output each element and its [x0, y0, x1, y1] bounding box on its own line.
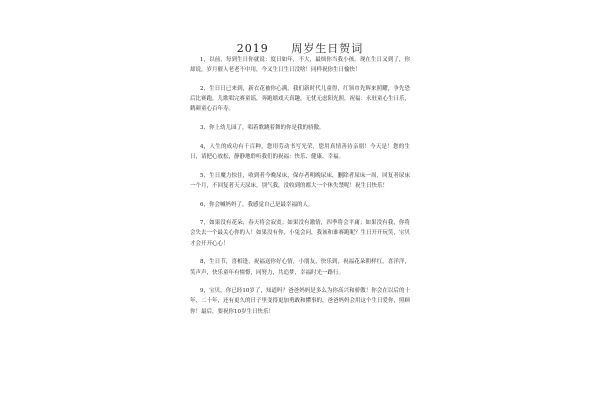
paragraph: 2，生日日已来到，新衣花被你心满，我们新时代儿童得，红领巾先辉来照耀，争先恐后比赛跑，儿歌唱完赛童谣，奔跑嬉戏天真趣，无忧无虑阳光照，祝福：永驻童心生日乐，鹤颜童心百年寿。 — [190, 85, 411, 113]
document-title — [0, 40, 600, 56]
paragraph: 7，如果没有花朵，春天将会寂寞；如果没有激情，四季将会平庸；如果没有我，你将会失去一个最关心你的人！如果没有你，小兔会问，我该和谁赛跑呢？生日开开玩笑，宝贝才会开开心心！ — [190, 220, 411, 247]
document-body — [190, 55, 410, 325]
paragraph: 6，你会喊妈妈了，我感觉自己是最幸福的人。 — [200, 201, 314, 208]
paragraph: 4，人生的成功有千百种，您用劳动书写光荣，您用真情善待亲朋！今天是！您的生日，请把心放松，静静地聆听我们的祝福：快乐、健康、幸福。 — [190, 143, 410, 160]
paragraph: 1，以前，每到生日你就说：度日如年，不大，最烦你当我小孩。现在生日又到了，你却说，岁月催人老老不中用，今又生日生日没啥！同样祝你生日愉快！ — [190, 57, 410, 74]
paragraph: 9，宝贝，你已经10岁了，知道吗？爸爸妈妈是多么为你高兴和骄傲！你会在以后的十年、二十年，还有更久的日子里变得更加勇敢和懂事的，爸爸妈妈会用这个生日爱你，照顾你！最后，要祝你10岁生日快乐！ — [190, 288, 411, 315]
paragraph: 5，生日魔力惊住，收到者今晚尿床，保存者明晚尿床，删除者尿床一周，回复者尿床一个月，不回复者天天尿床，别气我，没收到的都大一个休失禁呢！祝生日快乐！ — [190, 172, 410, 189]
paragraph: 3，你上幼儿园了，唱着歌跳着舞的你是我的骄傲。 — [200, 125, 325, 132]
title-year: 2019 — [236, 42, 269, 55]
title-text: 周岁生日贺词 — [291, 42, 364, 55]
paragraph: 8，生日节，喜相逢，祝福送你好心情，小朋友，快乐到，祝福花朵朝样红，喜洋洋，笑声声，快乐童年有憧憬，同努力，共追梦，幸福时光一路行。 — [190, 259, 410, 276]
